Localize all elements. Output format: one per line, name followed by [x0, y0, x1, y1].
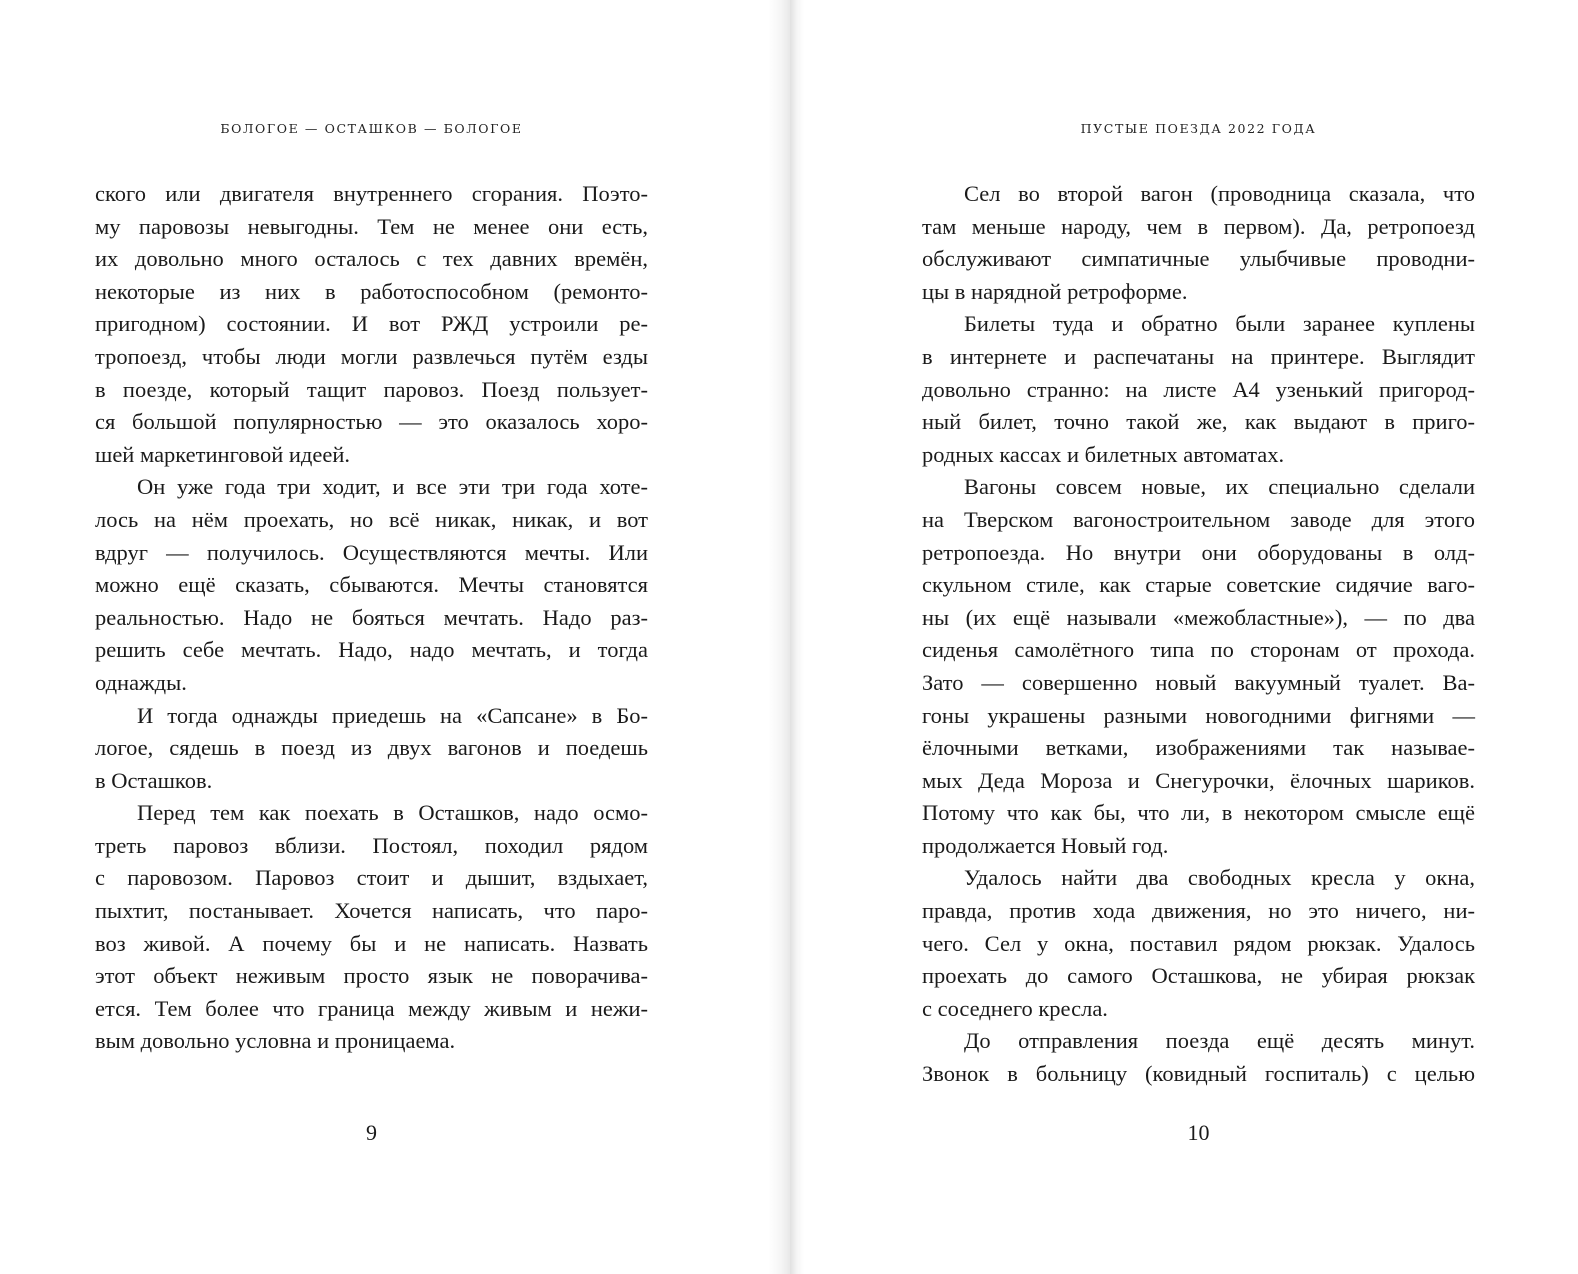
text-line: ны (их ещё называли «межобластные»), — по два [922, 604, 1475, 630]
gutter-shadow [768, 0, 790, 1274]
gutter-shadow [790, 0, 804, 1274]
text-line: вым довольно условна и проницаема. [95, 1028, 456, 1054]
text-line: Вагоны совсем новые, их специально сделали [964, 474, 1475, 500]
text-line: До отправления поезда ещё десять минут. [964, 1028, 1475, 1054]
text-line: вдруг — получилось. Осуществляются мечты. Или [95, 539, 648, 565]
left-running-head: БОЛОГОЕ — ОСТАШКОВ — БОЛОГОЕ [220, 121, 523, 136]
right-page [790, 0, 1578, 1274]
text-line: довольно странно: на листе А4 узенький пригород- [922, 376, 1475, 402]
text-line: Зато — совершенно новый вакуумный туалет. Ва- [922, 669, 1475, 695]
text-line: воз живой. А почему бы и не написать. Назвать [95, 930, 648, 956]
text-line: правда, против хода движения, но это ничего, ни- [922, 898, 1475, 924]
text-line: в интернете и распечатаны на принтере. Выглядит [922, 343, 1475, 369]
text-line: там меньше народу, чем в первом). Да, ретропоезд [922, 213, 1475, 239]
text-line: лось на нём проехать, но всё никак, никак, и вот [95, 506, 648, 532]
text-line: в поезде, который тащит паровоз. Поезд пользует- [95, 376, 648, 402]
left-page-number: 9 [366, 1120, 377, 1145]
text-line: пригодном) состоянии. И вот РЖД устроили ре- [95, 311, 648, 337]
text-line: му паровозы невыгодны. Тем не менее они есть, [95, 213, 648, 239]
text-line: сиденья самолётного типа по сторонам от прохода. [922, 637, 1475, 663]
text-line: ный билет, точно такой же, как выдают в приго- [922, 409, 1475, 435]
right-running-head: ПУСТЫЕ ПОЕЗДА 2022 ГОДА [1080, 121, 1317, 136]
text-line: ского или двигателя внутреннего сгорания. Поэто- [95, 181, 648, 206]
text-line: реальностью. Надо не бояться мечтать. Надо раз- [95, 604, 648, 630]
text-line: цы в нарядной ретроформе. [922, 278, 1188, 304]
text-line: проехать до самого Осташкова, не убирая рюкзак [922, 963, 1475, 989]
text-line: Перед тем как поехать в Осташков, надо осмо- [137, 800, 648, 826]
text-line: Сел во второй вагон (проводница сказала, что [964, 181, 1475, 206]
text-line: обслуживают симпатичные улыбчивые проводни- [922, 246, 1475, 272]
text-line: чего. Сел у окна, поставил рядом рюкзак. Удалось [922, 930, 1475, 956]
text-line: некоторые из них в работоспособном (ремонто- [95, 278, 648, 304]
text-line: этот объект неживым просто язык не поворачива- [95, 963, 648, 989]
text-line: пыхтит, постанывает. Хочется написать, что паро- [95, 898, 648, 924]
text-line: скульном стиле, как старые советские сидячие ваго- [922, 572, 1475, 598]
text-line: логое, сядешь в поезд из двух вагонов и поедешь [95, 735, 648, 761]
text-line: Удалось найти два свободных кресла у окна, [964, 865, 1475, 891]
text-line: родных кассах и билетных автоматах. [922, 441, 1285, 467]
text-line: Потому что как бы, что ли, в некотором смысле ещё [922, 800, 1475, 826]
text-line: с соседнего кресла. [922, 995, 1108, 1021]
text-line: можно ещё сказать, сбываются. Мечты становятся [95, 572, 648, 598]
text-line: тропоезд, чтобы люди могли развлечься путём езды [95, 343, 648, 369]
text-line: ся большой популярностью — это оказалось хоро- [95, 409, 648, 435]
text-line: Звонок в больницу (ковидный госпиталь) с целью [922, 1061, 1475, 1087]
text-line: однажды. [95, 669, 187, 695]
text-line: треть паровоз вблизи. Постоял, походил рядом [95, 832, 648, 858]
text-line: на Тверском вагоностроительном заводе для этого [922, 506, 1475, 532]
text-line: ется. Тем более что граница между живым и нежи- [95, 995, 648, 1021]
text-line: гоны украшены разными новогодними фигнями — [922, 702, 1475, 728]
text-line: Билеты туда и обратно были заранее куплены [964, 311, 1475, 337]
text-line: в Осташков. [95, 767, 213, 793]
text-line: решить себе мечтать. Надо, надо мечтать, и тогда [95, 637, 648, 663]
text-line: Он уже года три ходит, и все эти три года хоте- [137, 474, 648, 500]
left-text-block [95, 178, 648, 1058]
text-line: шей маркетинговой идеей. [95, 441, 351, 467]
text-line: с паровозом. Паровоз стоит и дышит, вздыхает, [95, 865, 648, 891]
text-line: продолжается Новый год. [922, 832, 1169, 858]
text-line: ретропоезда. Но внутри они оборудованы в олд- [922, 539, 1475, 565]
right-text-block [922, 178, 1475, 1091]
text-line: ёлочными ветками, изображениями так называе- [922, 735, 1475, 761]
text-line: И тогда однажды приедешь на «Сапсане» в Бо- [137, 702, 648, 728]
text-line: мых Деда Мороза и Снегурочки, ёлочных шариков. [922, 767, 1475, 793]
right-page-number: 10 [1187, 1120, 1210, 1145]
text-line: их довольно много осталось с тех давних времён, [95, 246, 648, 272]
